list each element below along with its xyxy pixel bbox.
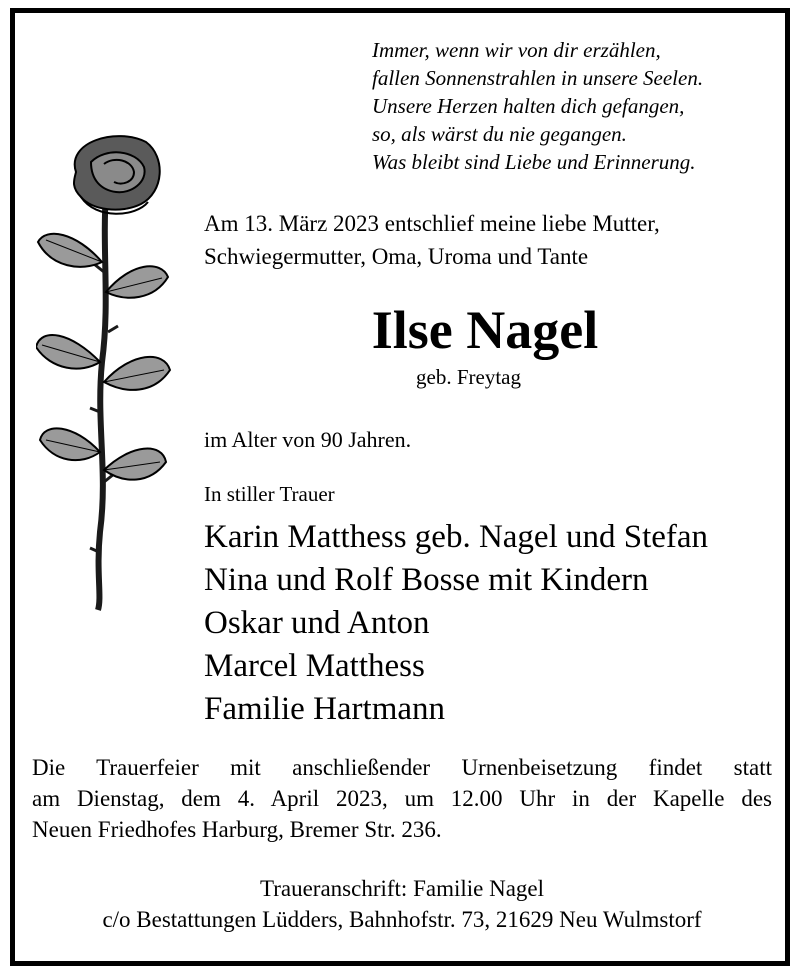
poem bbox=[372, 36, 703, 176]
age-text: im Alter von 90 Jahren. bbox=[204, 427, 412, 452]
ceremony-line: Neuen Friedhofes Harburg, Bremer Str. 236. bbox=[32, 817, 442, 842]
family-list bbox=[204, 516, 708, 731]
deceased-name: Ilse Nagel bbox=[371, 300, 599, 360]
mourning-address bbox=[32, 873, 772, 935]
poem-line: so, als wärst du nie gegangen. bbox=[372, 122, 627, 146]
ceremony-info bbox=[32, 752, 772, 845]
announcement-intro bbox=[204, 207, 660, 273]
poem-line: Immer, wenn wir von dir erzählen, bbox=[372, 38, 661, 62]
mourning-text: In stiller Trauer bbox=[204, 482, 335, 506]
poem-line: fallen Sonnenstrahlen in unsere Seelen. bbox=[372, 66, 704, 90]
family-member: Familie Hartmann bbox=[204, 691, 446, 727]
ceremony-line: am Dienstag, dem 4. April 2023, um 12.00 Uhr in der Kapelle des bbox=[32, 786, 772, 811]
poem-line: Unsere Herzen halten dich gefangen, bbox=[372, 94, 685, 118]
maiden-name: geb. Freytag bbox=[416, 365, 521, 389]
poem-line: Was bleibt sind Liebe und Erinnerung. bbox=[372, 150, 696, 174]
family-member: Marcel Matthess bbox=[204, 648, 425, 684]
ceremony-line: Die Trauerfeier mit anschließender Urnenbeisetzung findet statt bbox=[32, 755, 772, 780]
family-member: Oskar und Anton bbox=[204, 605, 430, 641]
intro-line: Am 13. März 2023 entschlief meine liebe Mutter, bbox=[204, 211, 660, 236]
rose-icon bbox=[36, 132, 172, 612]
family-member: Karin Matthess geb. Nagel und Stefan bbox=[204, 519, 709, 555]
address-line: c/o Bestattungen Lüdders, Bahnhofstr. 73, 21629 Neu Wulmstorf bbox=[102, 907, 702, 932]
address-line: Traueranschrift: Familie Nagel bbox=[259, 876, 545, 901]
family-member: Nina und Rolf Bosse mit Kindern bbox=[204, 562, 649, 598]
intro-line: Schwiegermutter, Oma, Uroma und Tante bbox=[204, 244, 589, 269]
